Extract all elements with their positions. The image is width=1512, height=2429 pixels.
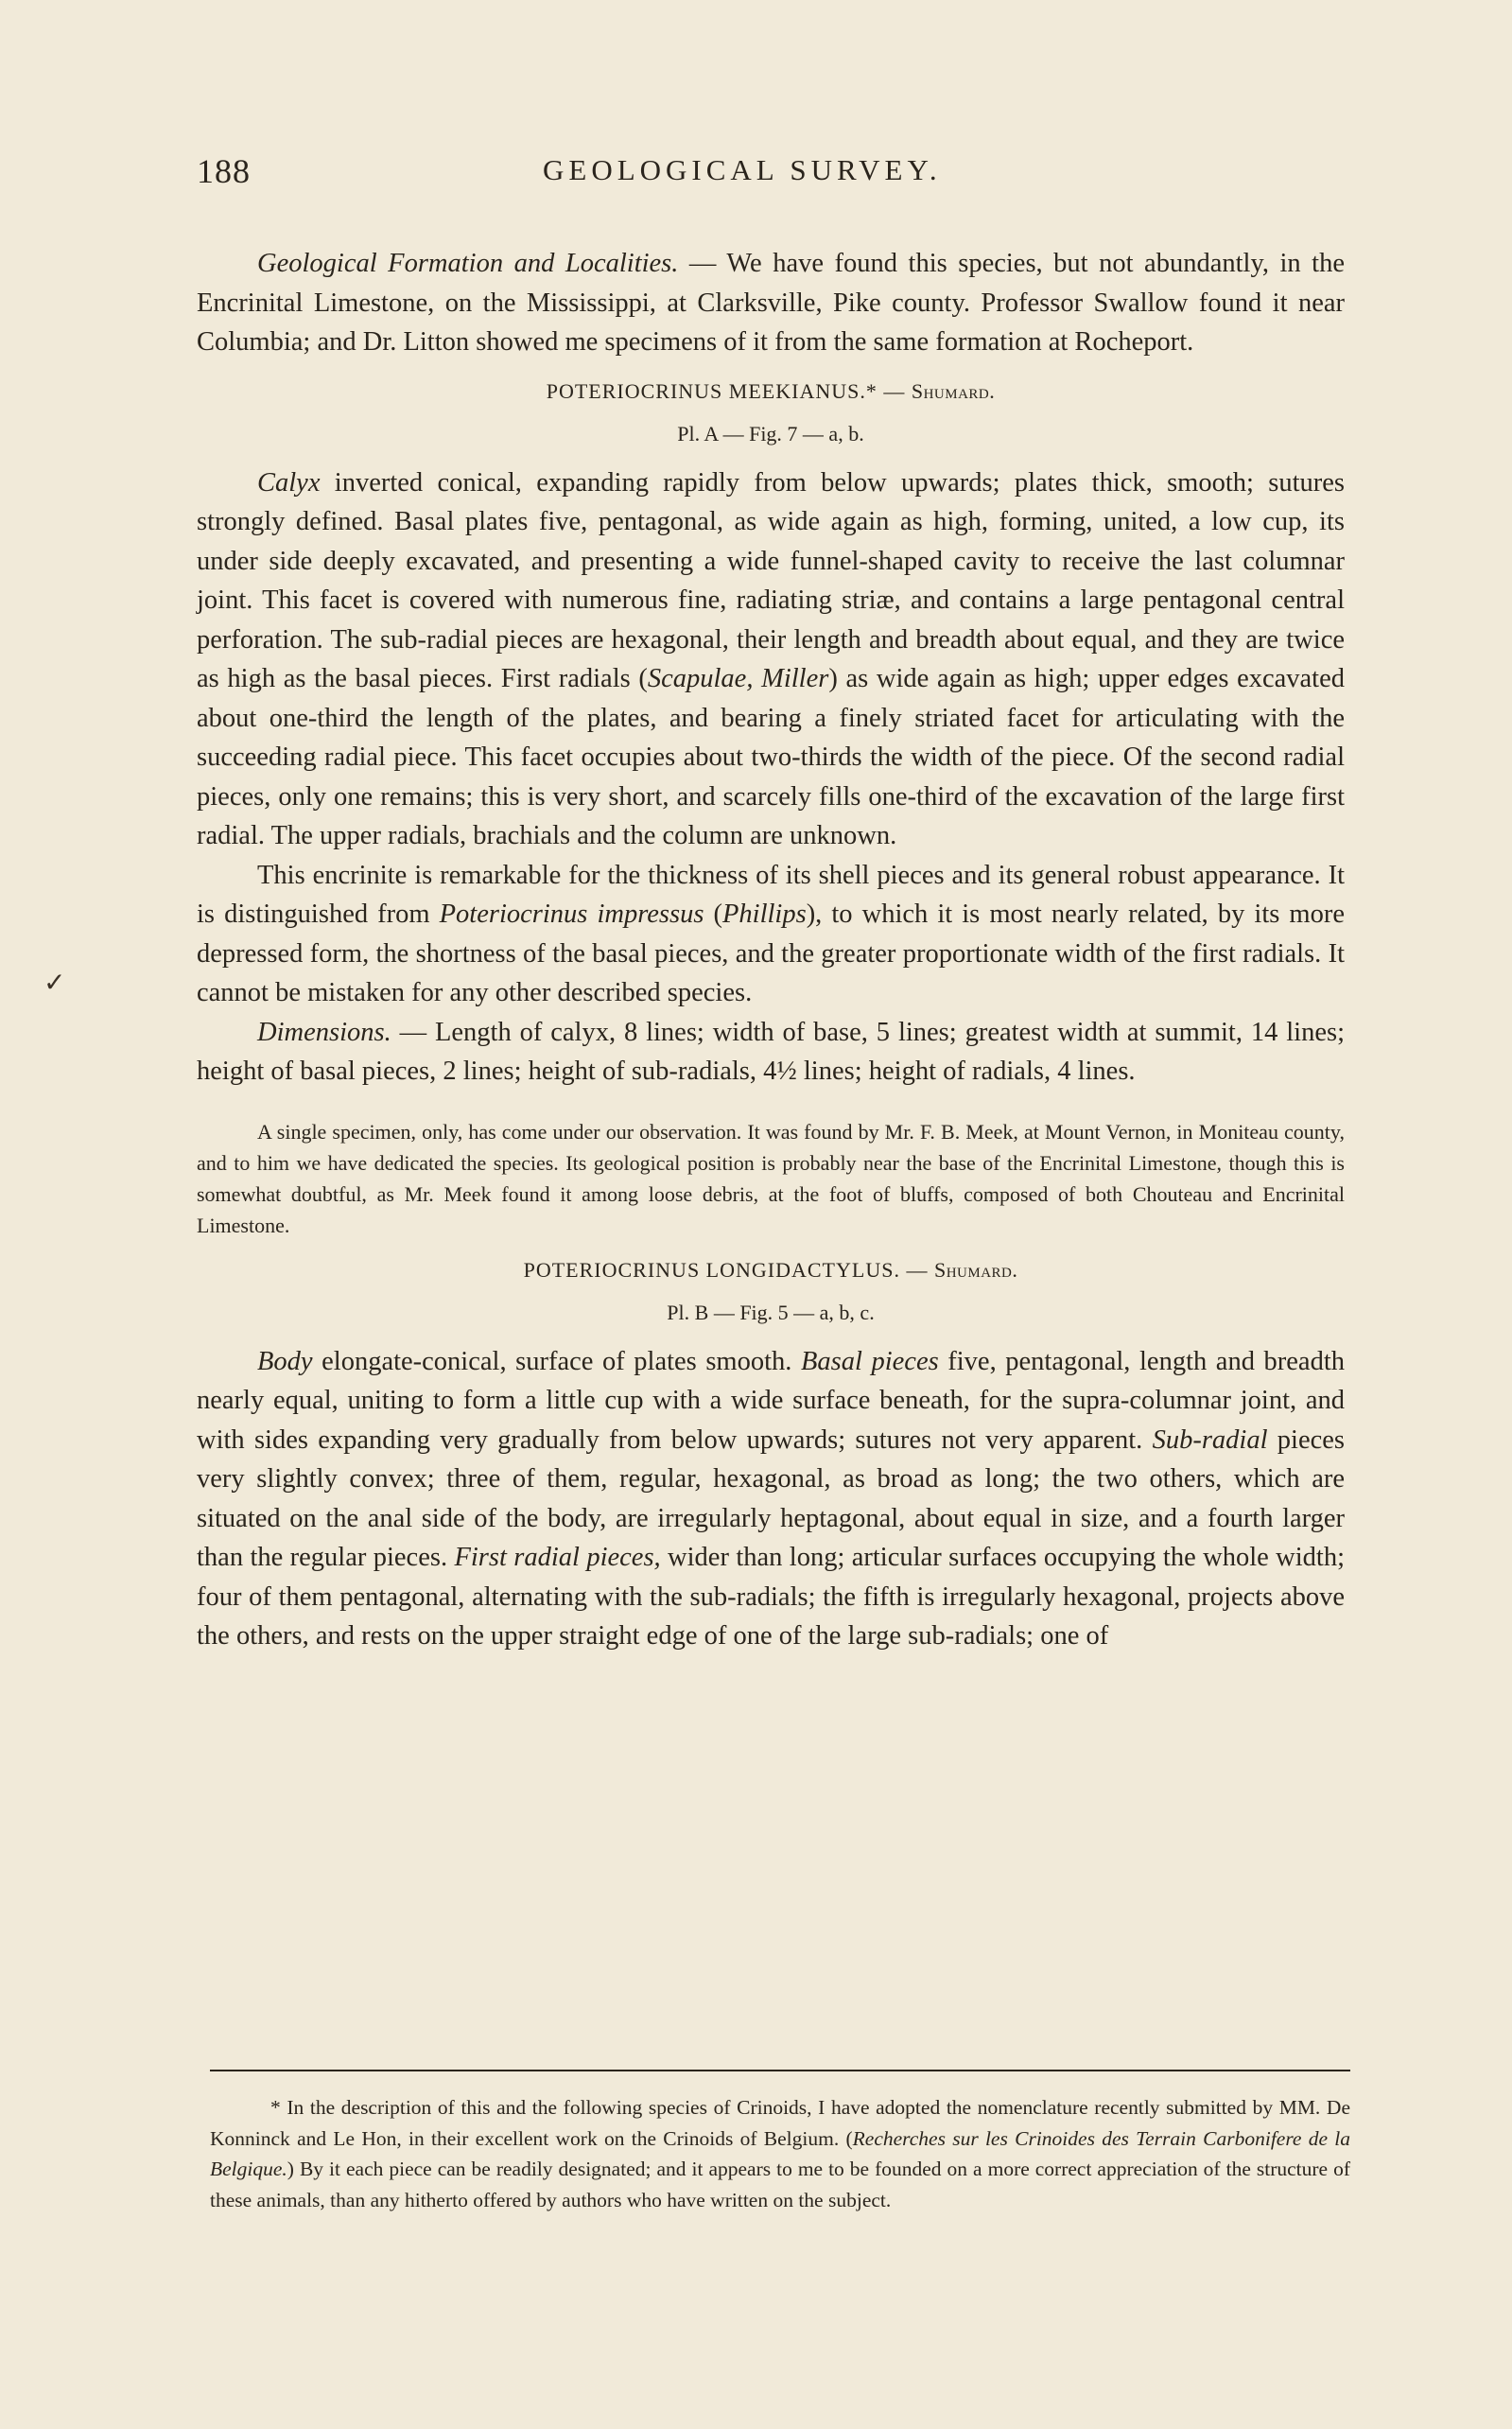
margin-mark-icon: ✓	[43, 969, 66, 998]
plate-reference: Pl. B — Fig. 5 — a, b, c.	[667, 1301, 875, 1324]
body-paragraph: Body elongate-conical, surface of plates smooth. Basal pieces five, pentagonal, length and breadth nearly equal, uniting to form a little cup with a wide surface beneath, for the supra-columnar joint, and with sides expanding very gradually from below upwards; sutures not very apparent. Sub-radial pieces very slightly convex; three of them, regular, hexagonal, as broad as long; the two others, which are situated on the anal side of the body, are irregularly heptagonal, about equal in size, and a fourth larger than the regular pieces. First radial pieces, wider than long; articular surfaces occupying the whole width; four of them pentagonal, alternating with the sub-radials; the fifth is irregularly hexagonal, projects above the others, and rests on the upper straight edge of one of the large sub-radials; one of	[197, 1346, 1345, 1651]
dimensions-paragraph: Dimensions. — Length of calyx, 8 lines; width of base, 5 lines; greatest width at summit, 14 lines; height of basal pieces, 2 lines; height of sub-radials, 4½ lines; height of radials, 4 lines.	[197, 1017, 1345, 1086]
species-heading-meekianus	[197, 372, 1345, 411]
running-head: GEOLOGICAL SURVEY.	[543, 153, 942, 186]
localities-paragraph	[197, 244, 1345, 362]
dimensions-lead: Dimensions.	[257, 1017, 391, 1047]
localities-lead: Geological Formation and Localities.	[257, 249, 679, 278]
footnote-text: * In the description of this and the following species of Crinoids, I have adopted the nomenclature recently submitted by MM. De Konninck and Le Hon, in their excellent work on the Crinoids of Belgium. (Recherches sur les Crinoides des Terrain Carbonifere de la Belgique.) By it each piece can be readily designated; and it appears to me to be founded on a more correct appreciation of the structure of these animals, than any hitherto offered by authors who have written on the subject.	[210, 2096, 1350, 2211]
species-author: Shumard.	[911, 378, 996, 403]
plate-reference: Pl. A — Fig. 7 — a, b.	[677, 422, 864, 446]
specimen-note: A single specimen, only, has come under our observation. It was found by Mr. F. B. Meek, at Mount Vernon, in Moniteau county, and to him we have dedicated the species. Its geological position is probably near the base of the Encrinital Limestone, though this is somewhat doubtful, as Mr. Meek found it among loose debris, at the foot of bluffs, composed of both Chouteau and Encrinital Limestone.	[197, 1119, 1345, 1237]
calyx-lead: Calyx	[257, 467, 321, 498]
footnote	[210, 2092, 1350, 2215]
page-number: 188	[197, 152, 251, 190]
page-header	[197, 151, 991, 199]
species-heading-longidactylus	[197, 1250, 1345, 1290]
species-author: Shumard.	[933, 1257, 1018, 1282]
main-text	[197, 244, 1345, 1656]
species-name: POTERIOCRINUS LONGIDACTYLUS. —	[523, 1257, 934, 1282]
calyx-paragraph: Calyx inverted conical, expanding rapidly from below upwards; plates thick, smooth; sutures strongly defined. Basal plates five, pentagonal, as wide again as high, forming, united, a low cup, its under side deeply excavated, and presenting a wide funnel-shaped cavity to receive the last columnar joint. This facet is covered with numerous fine, radiating striæ, and contains a large pentagonal central perforation. The sub-radial pieces are hexagonal, their length and breadth about equal, and they are twice as high as the basal pieces. First radials (Scapulae, Miller) as wide again as high; upper edges excavated about one-third the length of the plates, and bearing a finely striated facet for articulating with the succeeding radial piece. This facet occupies about two-thirds the width of the piece. Of the second radial pieces, only one remains; this is very short, and scarcely fills one-third of the excavation of the large first radial. The upper radials, brachials and the column are unknown.	[197, 467, 1345, 850]
footnote-divider	[210, 2070, 1350, 2071]
species-name: POTERIOCRINUS MEEKIANUS.* —	[546, 378, 912, 403]
comparison-paragraph: This encrinite is remarkable for the thickness of its shell pieces and its general robust appearance. It is distinguished from Poteriocrinus impressus (Phillips), to which it is most nearly related, by its more depressed form, the shortness of the basal pieces, and the greater proportionate width of the first radials. It cannot be mistaken for any other described species.	[197, 860, 1345, 1007]
localities-text: — We have found this species, but not abundantly, in the Encrinital Limestone, on the Mississippi, at Clarksville, Pike county. Professor Swallow found it near Columbia; and Dr. Litton showed me specimens of it from the same formation at Rocheport.	[197, 249, 1345, 357]
